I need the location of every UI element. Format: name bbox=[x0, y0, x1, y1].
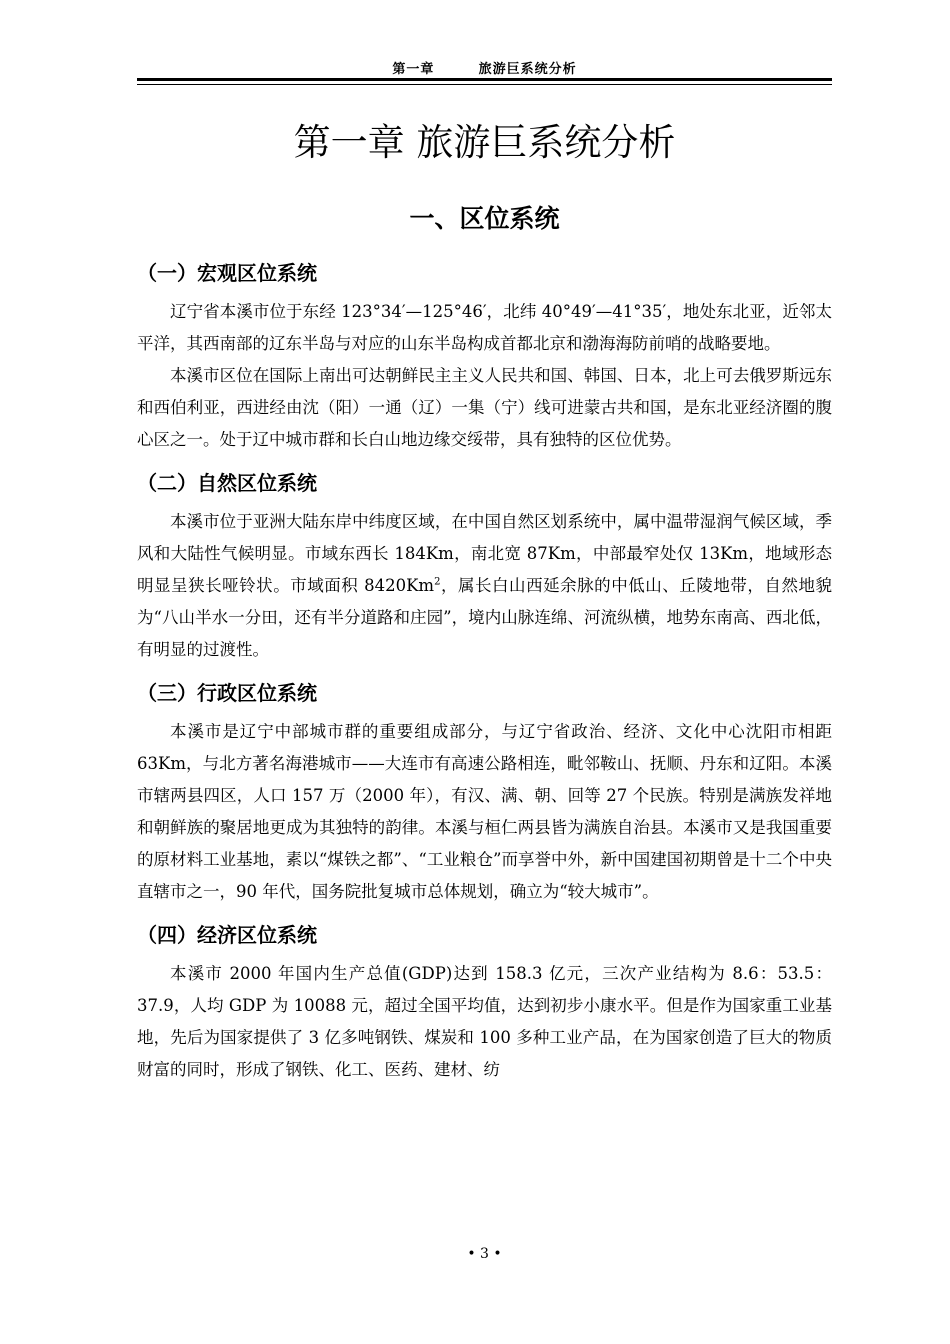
subsection-heading-administrative-location: （三）行政区位系统 bbox=[137, 681, 317, 705]
chapter-title: 第一章 旅游巨系统分析 bbox=[293, 121, 676, 164]
header-rule-thick bbox=[137, 78, 832, 81]
paragraph: 本溪市区位在国际上南出可达朝鲜民主主义人民共和国、韩国、日本，北上可去俄罗斯远东和西伯利亚，西进经由沈（阳）一通（辽）一集（宁）线可进蒙古共和国，是东北亚经济圈的腹心区之一。处于辽中城市群和长白山地边缘交绥带，具有独特的区位优势。 bbox=[137, 366, 832, 449]
paragraph: 本溪市 2000 年国内生产总值(GDP)达到 158.3 亿元，三次产业结构为 8.6：53.5：37.9，人均 GDP 为 10088 元，超过全国平均值，达到初步小康水平。但是作为国家重工业基地，先后为国家提供了 3 亿多吨钢铁、煤炭和 100 多种工业产品，在为国家创造了巨大的物质财富的同时，形成了钢铁、化工、医药、建材、纺 bbox=[137, 964, 832, 1079]
paragraph-text: ，属长白山西延余脉的中低山、丘陵地带，自然地貌为“八山半水一分田，还有半分道路和庄园”，境内山脉连绵、河流纵横，地势东南高、西北低，有明显的过渡性。 bbox=[137, 576, 833, 659]
paragraph: 本溪市是辽宁中部城市群的重要组成部分，与辽宁省政治、经济、文化中心沈阳市相距 63Km，与北方著名海港城市——大连市有高速公路相连，毗邻鞍山、抚顺、丹东和辽阳。本溪市辖两县四区，人口 157 万（2000 年），有汉、满、朝、回等 27 个民族。特别是满族发祥地和朝鲜族的聚居地更成为其独特的韵律。本溪与桓仁两县皆为满族自治县。本溪市又是我国重要的原材料工业基地，素以“煤铁之都”、“工业粮仓”而享誉中外，新中国建国初期曾是十二个中央直辖市之一，90 年代，国务院批复城市总体规划，确立为“较大城市”。 bbox=[137, 722, 832, 901]
body-content bbox=[137, 256, 832, 1086]
subsection-heading-natural-location: （二）自然区位系统 bbox=[137, 471, 317, 495]
page-number: • 3 • bbox=[467, 1246, 502, 1262]
header-rule-thin bbox=[137, 84, 832, 85]
paragraph-text: 本溪市位于亚洲大陆东岸中纬度区域，在中国自然区划系统中，属中温带湿润气候区域，季风和大陆性气候明显。市域东西长 184Km，南北宽 87Km，中部最窄处仅 13Km，地域形态明显呈狭长哑铃状。市域面积 8420Km bbox=[137, 512, 832, 595]
subsection-heading-economic-location: （四）经济区位系统 bbox=[137, 923, 317, 947]
superscript: 2 bbox=[434, 576, 441, 588]
paragraph: 辽宁省本溪市位于东经 123°34′—125°46′，北纬 40°49′—41°35′，地处东北亚，近邻太平洋，其西南部的辽东半岛与对应的山东半岛构成首都北京和渤海海防前哨的战略要地。 bbox=[137, 302, 832, 353]
paragraph bbox=[137, 506, 832, 666]
running-header: 第一章 旅游巨系统分析 bbox=[392, 62, 577, 77]
section-title: 一、区位系统 bbox=[409, 204, 560, 233]
subsection-heading-macro-location: （一）宏观区位系统 bbox=[137, 261, 317, 285]
